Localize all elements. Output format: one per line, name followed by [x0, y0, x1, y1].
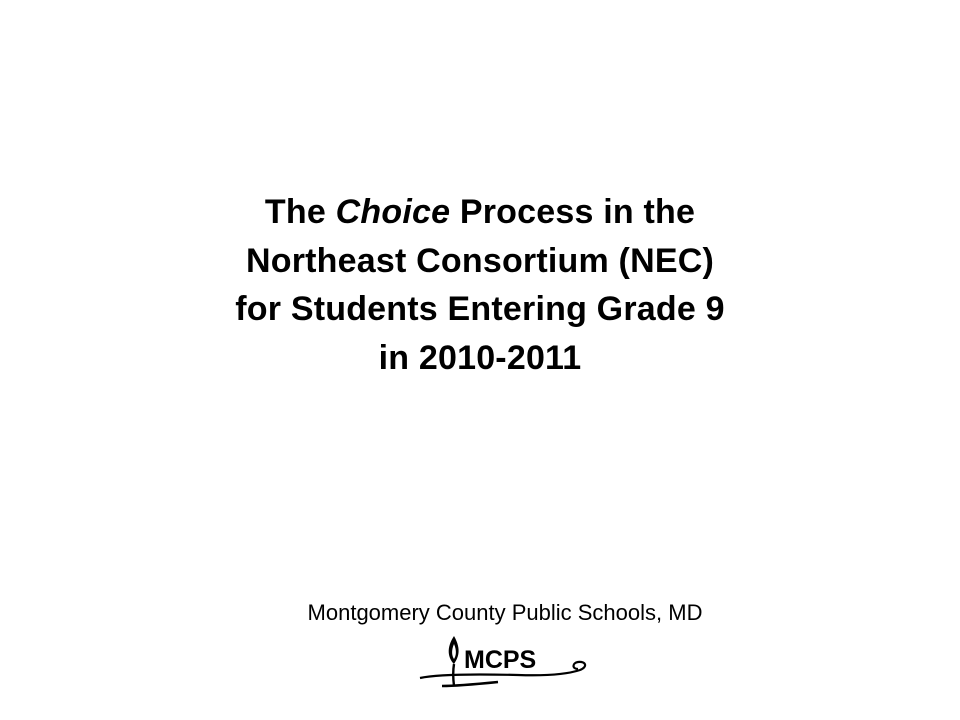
title-line-2: Northeast Consortium (NEC): [246, 241, 714, 280]
slide-title: [80, 188, 880, 382]
subtitle-organization: Montgomery County Public Schools, MD: [307, 600, 703, 625]
logo-text: MCPS: [464, 646, 537, 674]
flame-swoosh-icon: [449, 636, 459, 664]
title-line-1-end: Process in the: [450, 193, 696, 231]
mcps-logo: [418, 634, 590, 700]
swoosh-lower-icon: [442, 682, 498, 686]
title-line-4: in 2010-2011: [378, 338, 582, 377]
title-emphasis-choice: Choice: [335, 193, 451, 231]
title-line-3: for Students Entering Grade 9: [235, 290, 725, 328]
title-line-1: [80, 188, 880, 237]
title-line-1-start: The: [264, 193, 336, 231]
mcps-logo-graphic: [418, 634, 590, 700]
